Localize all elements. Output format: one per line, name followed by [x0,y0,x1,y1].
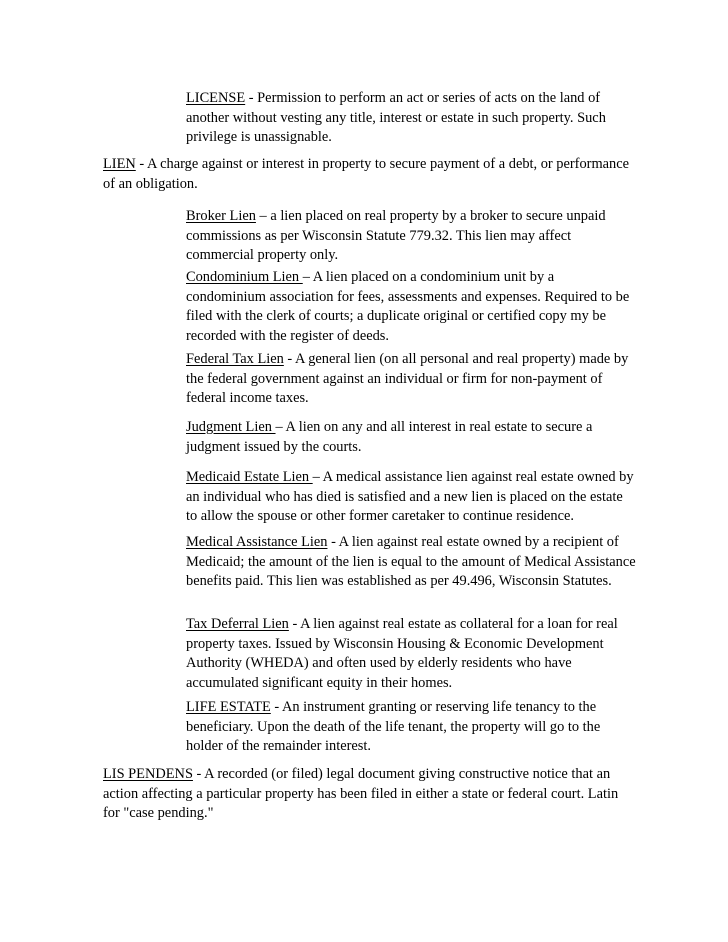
term-lis-pendens: LIS PENDENS [103,766,193,782]
definition-medicaid-estate-lien: A medical assistance lien against real estate owned by an individual who has died is satisfied and a new lien is placed on the estate to allow the spouse or other former caretaker to continue residence. [186,469,634,525]
separator: - [288,616,301,632]
separator: – [312,469,323,485]
separator: - [283,351,296,367]
entry-medicaid-estate-lien [186,468,636,527]
entry-federal-tax-lien [186,350,636,409]
definition-judgment-lien: A lien on any and all interest in real estate to secure a judgment issued by the courts. [186,419,593,455]
term-medicaid-estate-lien: Medicaid Estate Lien [186,469,313,485]
definition-broker-lien: a lien placed on real property by a broker to secure unpaid commissions as per Wisconsin Statute 779.32. This lien may affect commercial property only. [186,208,606,264]
definition-license: Permission to perform an act or series of acts on the land of another without vesting any title, interest or estate in such property. Such privilege is unassignable. [186,90,606,146]
term-medical-assistance-lien: Medical Assistance Lien [186,534,328,550]
definition-lien: A charge against or interest in property to secure payment of a debt, or performance of an obligation. [103,156,630,192]
separator: - [135,156,147,172]
separator: - [270,699,282,715]
entry-lis-pendens [103,765,633,824]
term-federal-tax-lien: Federal Tax Lien [186,351,284,367]
entry-license [186,89,636,148]
entry-broker-lien [186,207,636,266]
entry-judgment-lien [186,418,636,457]
separator: - [192,766,205,782]
entry-life-estate [186,698,636,757]
term-lien: LIEN [103,156,136,172]
term-license: LICENSE [186,90,246,106]
definition-lis-pendens: A recorded (or filed) legal document giving constructive notice that an action affecting a particular property has been filed in either a state or federal court. Latin for "case pending." [103,766,619,822]
separator: – [255,208,271,224]
term-condominium-lien: Condominium Lien [186,269,303,285]
separator: – [275,419,286,435]
separator: - [327,534,339,550]
term-broker-lien: Broker Lien [186,208,256,224]
definition-federal-tax-lien: A general lien (on all personal and real property) made by the federal government against an individual or firm for non-payment of federal income taxes. [186,351,629,407]
entry-tax-deferral-lien [186,615,636,693]
entry-condominium-lien [186,268,636,346]
definition-condominium-lien: A lien placed on a condominium unit by a condominium association for fees, assessments and expenses. Required to be filed with the clerk of courts; a duplicate original or certified copy my be recorded with the register of deeds. [186,269,630,344]
definition-medical-assistance-lien: A lien against real estate owned by a recipient of Medicaid; the amount of the lien is equal to the amount of Medical Assistance benefits paid. This lien was established as per 49.496, Wisconsin Statutes. [186,534,636,590]
definition-tax-deferral-lien: A lien against real estate as collateral for a loan for real property taxes. Issued by Wisconsin Housing & Economic Development Authority (WHEDA) and often used by elderly residents who have accumulated significant equity in their homes. [186,616,618,691]
term-tax-deferral-lien: Tax Deferral Lien [186,616,289,632]
term-judgment-lien: Judgment Lien [186,419,276,435]
entry-medical-assistance-lien [186,533,636,592]
separator: - [245,90,258,106]
term-life-estate: LIFE ESTATE [186,699,271,715]
separator: – [302,269,313,285]
entry-lien [103,155,633,194]
definition-life-estate: An instrument granting or reserving life tenancy to the beneficiary. Upon the death of the life tenant, the property will go to the holder of the remainder interest. [186,699,601,755]
